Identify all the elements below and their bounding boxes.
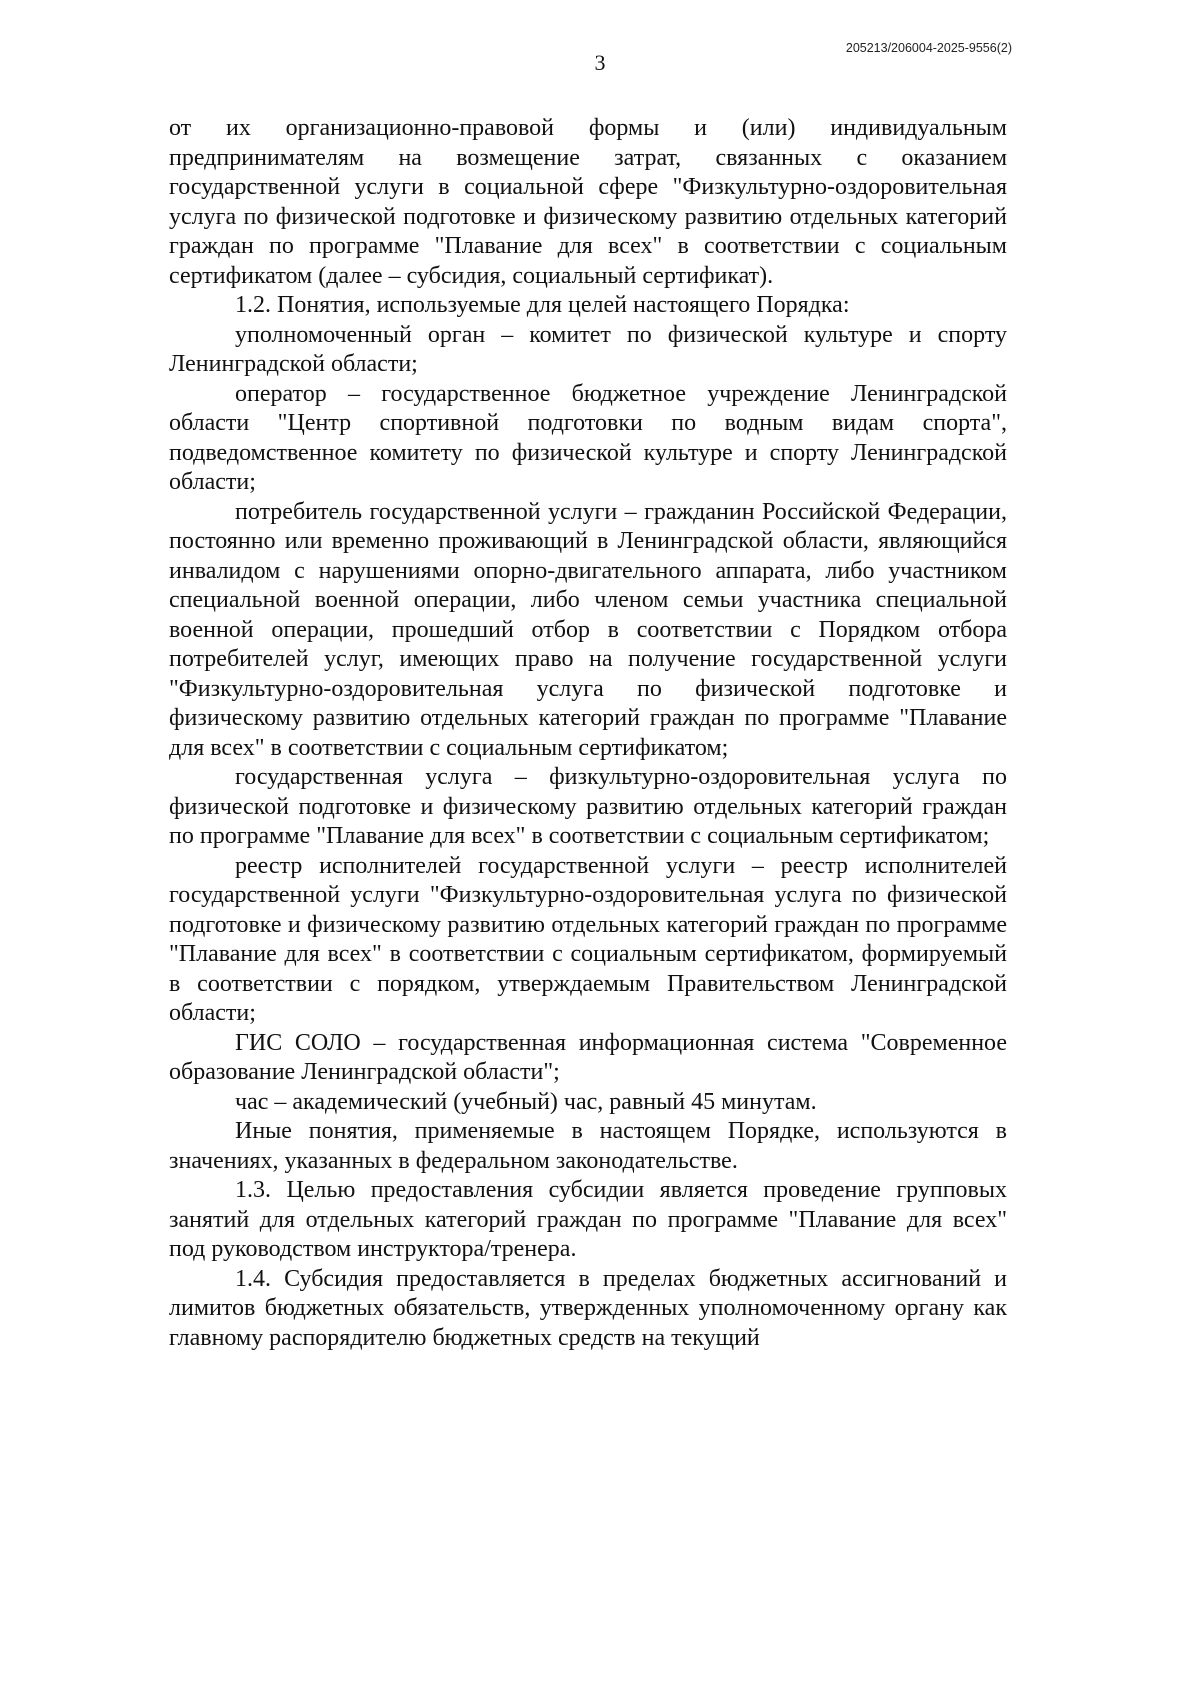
definition-hour: час – академический (учебный) час, равный 45 минутам. [235,1088,817,1115]
document-id: 205213/206004-2025-9556(2) [845,41,1012,55]
definition-state-service: государственная услуга – физкультурно-оздоровительная услуга по физической подготовке и физическому развитию отдельных категорий граждан по программе "Плавание для всех" в соответствии с социальным сертификатом; [169,764,1007,849]
definition-operator: оператор – государственное бюджетное учреждение Ленинградской области "Центр спортивной подготовки по водным видам спорта", подведомственное комитету по физической культуре и спорту Ленинградской области; [169,380,1007,495]
paragraph-1-3: 1.3. Целью предоставления субсидии является проведение групповых занятий для отдельных категорий граждан по программе "Плавание для всех" под руководством инструктора/тренера. [169,1177,1007,1262]
page-number: 3 [594,50,606,75]
document-body [169,114,1007,1353]
paragraph-other-concepts: Иные понятия, применяемые в настоящем Порядке, используются в значениях, указанных в федеральном законодательстве. [169,1118,1007,1174]
paragraph-1-4: 1.4. Субсидия предоставляется в пределах бюджетных ассигнований и лимитов бюджетных обязательств, утвержденных уполномоченному органу как главному распорядителю бюджетных средств на текущий [169,1265,1007,1351]
definition-service-consumer: потребитель государственной услуги – гражданин Российской Федерации, постоянно или временно проживающий в Ленинградской области, являющийся инвалидом с нарушениями опорно-двигательного аппарата, либо участником специальной военной операции, либо членом семьи участника специальной военной операции, прошедший отбор в соответствии с Порядком отбора потребителей услуг, имеющих право на получение государственной услуги "Физкультурно-оздоровительная услуга по физической подготовке и физическому развитию отдельных категорий граждан по программе "Плавание для всех" в соответствии с социальным сертификатом; [169,498,1007,761]
definition-gis-solo: ГИС СОЛО – государственная информационная система "Современное образование Ленинградской области"; [169,1029,1007,1085]
definition-executors-registry: реестр исполнителей государственной услуги – реестр исполнителей государственной услуги "Физкультурно-оздоровительная услуга по физической подготовке и физическому развитию отдельных категорий граждан по программе "Плавание для всех" в соответствии с социальным сертификатом, формируемый в соответствии с порядком, утверждаемым Правительством Ленинградской области; [169,852,1007,1026]
paragraph-continuation: от их организационно-правовой формы и (или) индивидуальным предпринимателям на возмещение затрат, связанных с оказанием государственной услуги в социальной сфере "Физкультурно-оздоровительная услуга по физической подготовке и физическому развитию отдельных категорий граждан по программе "Плавание для всех" в соответствии с социальным сертификатом (далее – субсидия, социальный сертификат). [169,115,1007,289]
paragraph-1-2-heading: 1.2. Понятия, используемые для целей настоящего Порядка: [235,292,850,318]
definition-authorized-body: уполномоченный орган – комитет по физической культуре и спорту Ленинградской области; [169,321,1007,377]
